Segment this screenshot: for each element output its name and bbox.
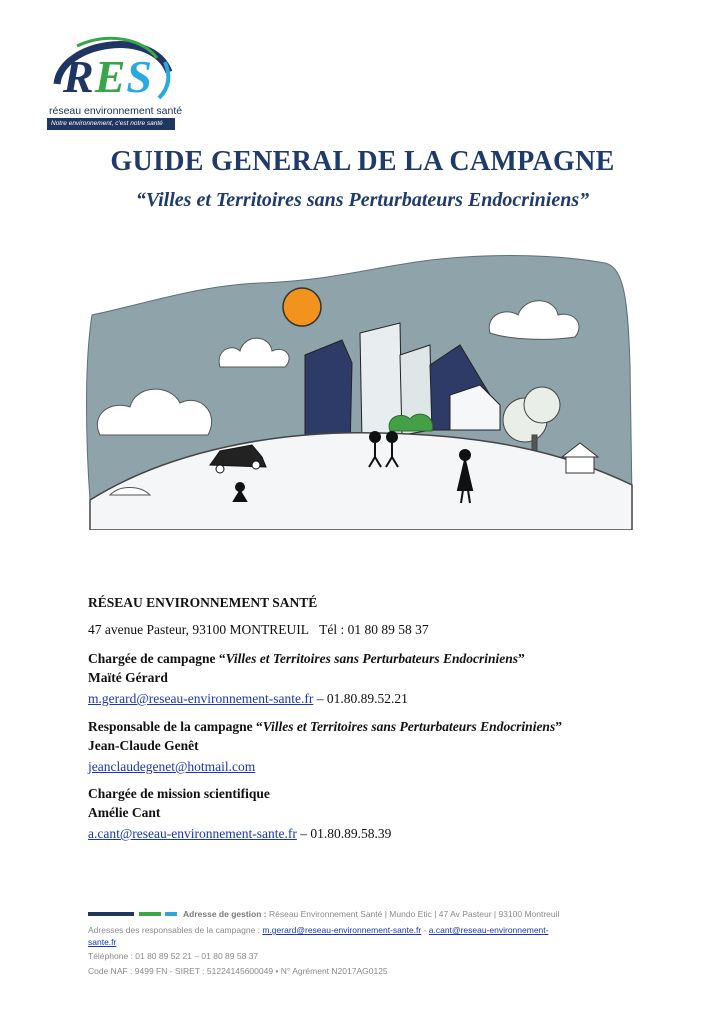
- res-logo: [47, 32, 183, 130]
- page-subtitle: “Villes et Territoires sans Perturbateurs Endocriniens”: [135, 189, 590, 211]
- footer-bar-cyan: [165, 912, 177, 916]
- logo-letters: [63, 51, 153, 102]
- footer-email-link[interactable]: a.cant@reseau-environnement-: [428, 925, 549, 935]
- contact-name: Amélie Cant: [88, 805, 161, 820]
- contact-phone: – 01.80.89.52.21: [313, 691, 408, 706]
- contact-line: [88, 690, 408, 708]
- footer-email-continued: sante.fr: [88, 937, 117, 947]
- contact-line: [88, 758, 255, 776]
- contact-role: Responsable de la campagne “Villes et Territoires sans Perturbateurs Endocriniens”: [88, 719, 562, 734]
- footer-phone: Téléphone : 01 80 89 52 21 – 01 80 89 58 37: [88, 951, 259, 961]
- sun-icon: [283, 288, 321, 326]
- logo-letter-e: E: [94, 51, 127, 102]
- footer-management-address: Adresse de gestion : Réseau Environnement Santé | Mundo Etic | 47 Av Pasteur | 93100 Montreuil: [183, 909, 560, 919]
- logo-letter-r: R: [63, 51, 95, 102]
- campaign-name: Villes et Territoires sans Perturbateurs Endocriniens: [145, 189, 580, 211]
- logo-org-line: réseau environnement santé: [49, 105, 183, 117]
- page-title: GUIDE GENERAL DE LA CAMPAGNE: [110, 146, 615, 177]
- campaign-illustration: [80, 245, 645, 530]
- contact-name: Jean-Claude Genêt: [88, 738, 199, 753]
- address-text: 47 avenue Pasteur, 93100 MONTREUIL: [88, 622, 310, 637]
- contact-phone: – 01.80.89.58.39: [296, 826, 392, 841]
- logo-letter-s: S: [126, 51, 153, 102]
- footer-bar-navy: [88, 912, 134, 916]
- org-address: [88, 621, 429, 639]
- contact-name: Maïté Gérard: [88, 670, 168, 685]
- contact-email-link[interactable]: m.gerard@reseau-environnement-sante.fr: [88, 691, 314, 706]
- footer-legal: Code NAF : 9499 FN - SIRET : 51224145600049 • N° Agrément N2017AG0125: [88, 966, 388, 976]
- org-phone: Tél : 01 80 89 58 37: [319, 622, 429, 637]
- contact-role: Chargée de campagne “Villes et Territoires sans Perturbateurs Endocriniens”: [88, 651, 525, 666]
- contact-email-link[interactable]: jeanclaudegenet@hotmail.com: [88, 759, 256, 774]
- footer-responsables: Adresses des responsables de la campagne : m.gerard@reseau-environnement-sante.fr - a.cant@reseau-environnement-: [88, 925, 549, 935]
- contact-email-link[interactable]: a.cant@reseau-environnement-sante.fr: [88, 826, 297, 841]
- footer-bar-green: [139, 912, 161, 916]
- logo-tagline: Notre environnement, c'est notre santé: [47, 118, 175, 130]
- org-name: RÉSEAU ENVIRONNEMENT SANTÉ: [88, 595, 318, 610]
- contact-line: [88, 825, 391, 843]
- footer-email-link[interactable]: m.gerard@reseau-environnement-sante.fr: [262, 925, 422, 935]
- contact-role: Chargée de mission scientifique: [88, 786, 270, 801]
